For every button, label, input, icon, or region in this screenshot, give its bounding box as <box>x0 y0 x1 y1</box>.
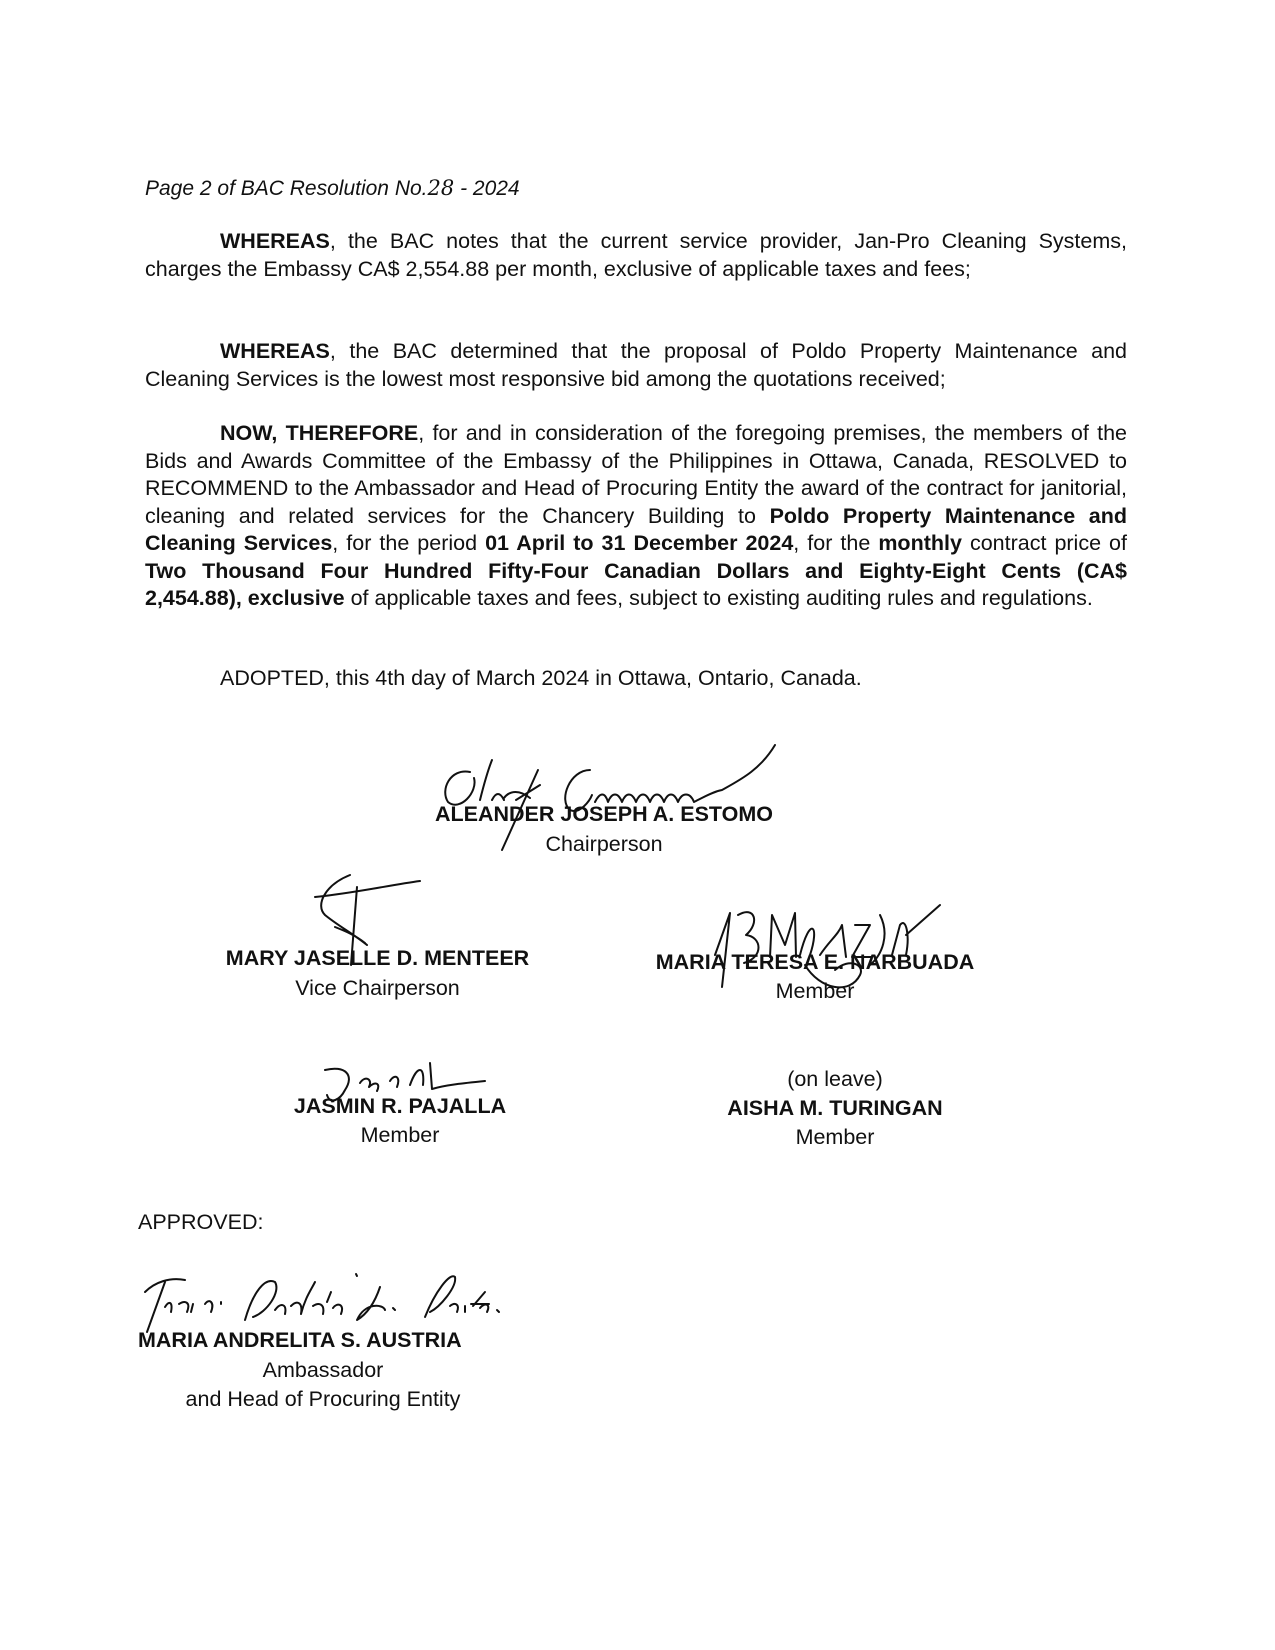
contract-price: Two Thousand Four Hundred Fifty-Four Canadian Dollars and Eighty-Eight Cents (CA$ 2,454.88), exclusive <box>145 558 1127 610</box>
header-suffix: - 2024 <box>454 177 520 200</box>
resolution-number: 28 <box>427 176 455 200</box>
member-pajalla-name: JASMIN R. PAJALLA <box>293 1094 507 1118</box>
whereas-keyword: WHEREAS <box>220 229 330 253</box>
member-pajalla-role: Member <box>360 1123 440 1147</box>
adopted-line: ADOPTED, this 4th day of March 2024 in Ottawa, Ontario, Canada. <box>220 666 862 690</box>
paragraph-text: contract price of <box>961 531 1127 555</box>
contract-period: 01 April to 31 December 2024 <box>485 531 794 555</box>
therefore-keyword: NOW, THEREFORE <box>220 421 419 445</box>
approved-label: APPROVED: <box>138 1210 264 1234</box>
ambassador-role: Ambassador <box>262 1358 384 1382</box>
paragraph-text: , the BAC notes that the current service provider, Jan-Pro Cleaning Systems, charges the Embassy CA$ 2,554.88 per month, exclusive of applicable taxes and fees; <box>145 229 1127 281</box>
member-turingan-role: Member <box>795 1125 875 1149</box>
paragraph-text: of applicable taxes and fees, subject to existing auditing rules and regulations. <box>344 586 1093 610</box>
vice-chair-name: MARY JASELLE D. MENTEER <box>225 946 530 970</box>
resolution-paragraph <box>145 420 1127 613</box>
on-leave-note: (on leave) <box>787 1067 883 1091</box>
ambassador-role-2: and Head of Procuring Entity <box>185 1387 461 1411</box>
member-narbuada-name: MARIA TERESA E. NARBUADA <box>655 950 975 974</box>
member-narbuada-role: Member <box>775 979 855 1003</box>
paragraph-text: , for the period <box>332 531 486 555</box>
paragraph-text: , for the <box>793 531 879 555</box>
chair-role: Chairperson <box>545 832 663 856</box>
monthly-keyword: monthly <box>878 531 962 555</box>
page-header <box>145 176 520 201</box>
vice-chair-role: Vice Chairperson <box>295 976 460 1000</box>
paragraph-text: , the BAC determined that the proposal of Poldo Property Maintenance and Cleaning Services is the lowest most responsive bid among the quotations received; <box>145 339 1127 391</box>
whereas-paragraph-1 <box>145 228 1127 283</box>
awardee-name: Poldo Property Maintenance and Cleaning Services <box>145 503 1127 555</box>
header-prefix: Page 2 of BAC Resolution No. <box>145 177 428 200</box>
chair-name: ALEANDER JOSEPH A. ESTOMO <box>434 802 774 826</box>
paragraph-text: , for and in consideration of the foregoing premises, the members of the Bids and Awards Committee of the Embassy of the Philippines in Ottawa, Canada, RESOLVED to RECOMMEND to the Ambassador and Head of Procuring Entity the award of the contract for janitorial, cleaning and related services for the Chancery Building to <box>145 421 1127 528</box>
whereas-paragraph-2 <box>145 338 1127 393</box>
ambassador-name: MARIA ANDRELITA S. AUSTRIA <box>138 1328 462 1352</box>
member-turingan-name: AISHA M. TURINGAN <box>727 1096 943 1120</box>
whereas-keyword: WHEREAS <box>220 339 330 363</box>
